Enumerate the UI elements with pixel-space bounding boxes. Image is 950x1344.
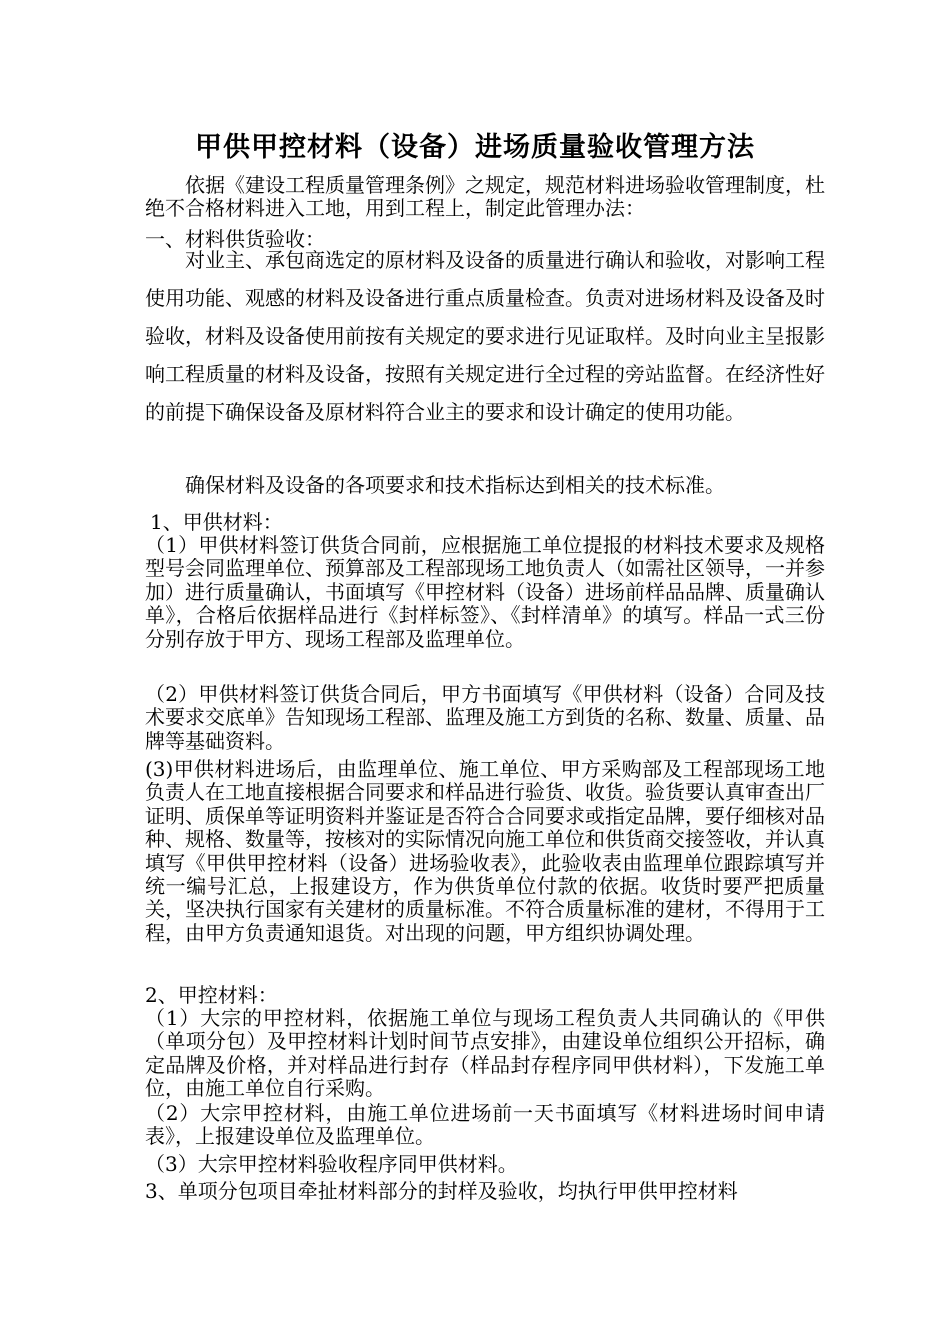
technical-standard-paragraph: 确保材料及设备的各项要求和技术指标达到相关的技术标准。	[185, 473, 725, 497]
section-heading-supply-acceptance: 一、材料供货验收：	[145, 227, 325, 251]
supply-acceptance-paragraph: 对业主、承包商选定的原材料及设备的质量进行确认和验收，对影响工程使用功能、观感的材料及设备进行重点质量检查。负责对进场材料及设备及时验收，材料及设备使用前按有关规定的要求进行见证取样。及时向业主呈报影响工程质量的材料及设备，按照有关规定进行全过程的旁站监督。在经济性好的前提下确保设备及原材料符合业主的要求和设计确定的使用功能。	[145, 248, 825, 424]
owner-supplied-item-1: （1）甲供材料签订供货合同前，应根据施工单位提报的材料技术要求及规格型号会同监理单位、预算部及工程部现场工地负责人（如需社区领导，一并参加）进行质量确认，书面填写《甲控材料（设备）进场前样品品牌、质量确认单》，合格后依据样品进行《封样标签》、《封样清单》的填写。样品一式三份分别存放于甲方、现场工程部及监理单位。	[145, 533, 825, 651]
owner-controlled-item-1: （1）大宗的甲控材料，依据施工单位与现场工程负责人共同确认的《甲供（单项分包）及甲控材料计划时间节点安排》，由建设单位组织公开招标，确定品牌及价格，并对样品进行封存（样品封存程序同甲供材料），下发施工单位，由施工单位自行采购。	[145, 1006, 825, 1101]
subheading-owner-controlled-materials: 2、甲控材料：	[145, 983, 278, 1007]
owner-controlled-item-3: （3）大宗甲控材料验收程序同甲供材料。	[145, 1152, 518, 1176]
subheading-owner-supplied-materials: 1、甲供材料：	[150, 510, 283, 534]
owner-controlled-item-2: （2）大宗甲控材料，由施工单位进场前一天书面填写《材料进场时间申请表》，上报建设单位及监理单位。	[145, 1101, 825, 1149]
owner-supplied-item-3: (3)甲供材料进场后，由监理单位、施工单位、甲方采购部及工程部现场工地负责人在工地直接根据合同要求和样品进行验货、收货。验货要认真审查出厂证明、质保单等证明资料并鉴证是否符合合同要求或指定品牌，要仔细核对品种、规格、数量等，按核对的实际情况向施工单位和供货商交接签收，并认真填写《甲供甲控材料（设备）进场验收表》，此验收表由监理单位跟踪填写并统一编号汇总，上报建设方，作为供货单位付款的依据。收货时要严把质量关，坚决执行国家有关建材的质量标准。不符合质量标准的建材，不得用于工程，由甲方负责通知退货。对出现的问题，甲方组织协调处理。	[145, 757, 825, 945]
document-title: 甲供甲控材料（设备）进场质量验收管理方法	[195, 132, 755, 163]
owner-supplied-item-2: （2）甲供材料签订供货合同后，甲方书面填写《甲供材料（设备）合同及技术要求交底单》告知现场工程部、监理及施工方到货的名称、数量、质量、品牌等基础资料。	[145, 682, 825, 753]
subcontract-sample-acceptance: 3、单项分包项目牵扯材料部分的封样及验收，均执行甲供甲控材料	[145, 1179, 738, 1203]
intro-paragraph: 依据《建设工程质量管理条例》之规定，规范材料进场验收管理制度，杜绝不合格材料进入工地，用到工程上，制定此管理办法：	[145, 173, 825, 221]
